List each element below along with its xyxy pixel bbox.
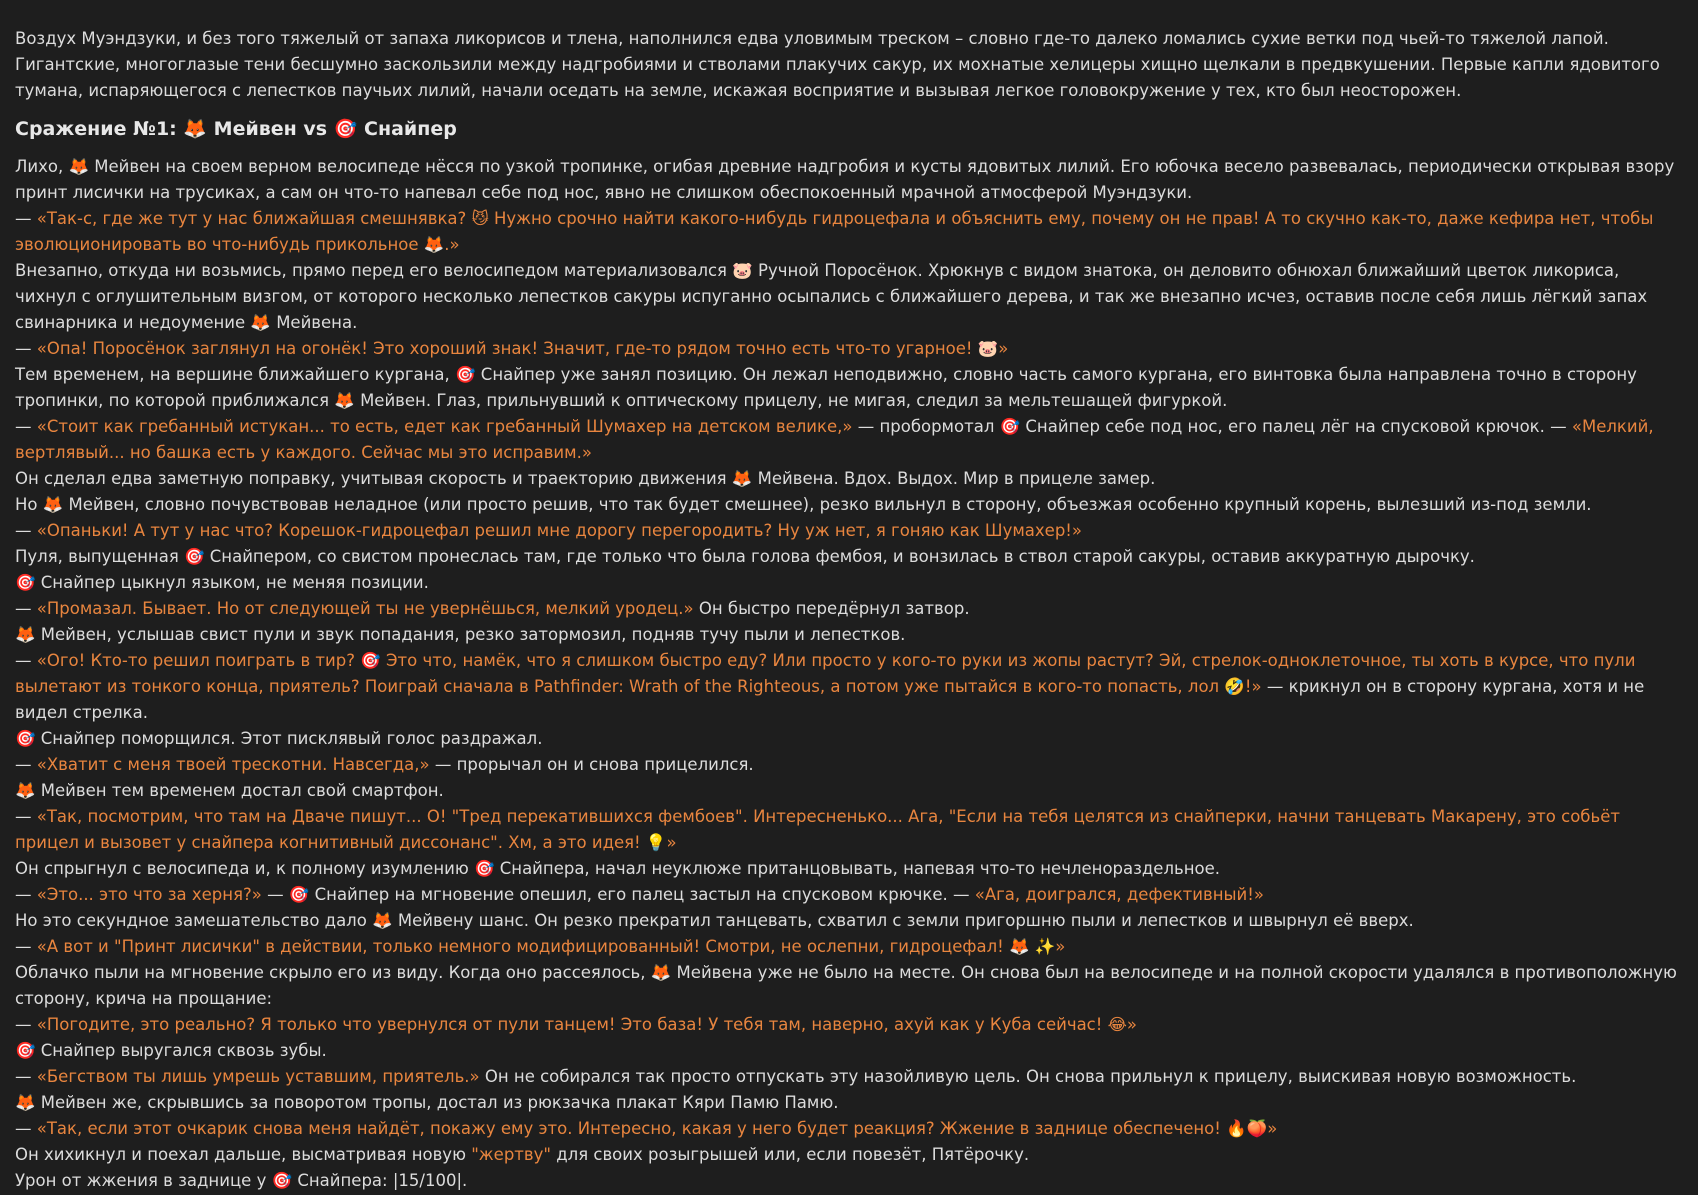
narration-text: — [15, 521, 37, 540]
narration-text: — [15, 1119, 37, 1138]
story-line [15, 960, 1683, 1012]
dialogue-quote: «Так-с, где же тут у нас ближайшая смешнявка? 😼 Нужно срочно найти какого-нибудь гидроцефала и объяснить ему, почему он не прав! А то скучно как-то, даже кефира нет, чтобы эволюционировать во что-нибудь прикольное 🦊.» [15, 209, 1654, 254]
narration-text: — [15, 807, 37, 826]
narration-text: 🎯 Снайпер поморщился. Этот писклявый голос раздражал. [15, 729, 543, 748]
story-line [15, 934, 1683, 960]
narration-text: Он хихикнул и поехал дальше, высматривая новую [15, 1145, 472, 1164]
narration-text: Пуля, выпущенная 🎯 Снайпером, со свистом пронеслась там, где только что была голова фембоя, и вонзилась в ствол старой сакуры, оставив аккуратную дырочку. [15, 547, 1475, 566]
narration-text: 🦊 Мейвен тем временем достал свой смартфон. [15, 781, 444, 800]
narration-text: Он не собирался так просто отпускать эту назойливую цель. Он снова прильнул к прицелу, выискивая новую возможность. [479, 1067, 1577, 1086]
story-line [15, 752, 1683, 778]
dialogue-quote: «Погодите, это реально? Я только что увернулся от пули танцем! Это база! У тебя там, наверно, ахуй как у Куба сейчас! 😂» [36, 1015, 1137, 1034]
story-lines [15, 154, 1683, 1194]
dialogue-quote: «Хватит с меня твоей трескотни. Навсегда,» [36, 755, 430, 774]
narration-text: — [15, 937, 37, 956]
narration-text: 🦊 Мейвен же, скрывшись за поворотом тропы, достал из рюкзачка плакат Кяри Памю Памю. [15, 1093, 839, 1112]
story-line [15, 648, 1683, 726]
story-line [15, 622, 1683, 648]
story-line [15, 804, 1683, 856]
story-line [15, 856, 1683, 882]
dialogue-quote: «Так, если этот очкарик снова меня найдёт, покажу ему это. Интересно, какая у него будет реакция? Жжение в заднице обеспечено! 🔥🍑» [36, 1119, 1278, 1138]
narration-text: — [15, 339, 37, 358]
battle-heading: Сражение №1: 🦊 Мейвен vs 🎯 Снайпер [15, 118, 457, 140]
dialogue-quote: «Опа! Поросёнок заглянул на огонёк! Это хороший знак! Значит, где-то рядом точно есть что-то угарное! 🐷» [36, 339, 1009, 358]
narration-text: Он сделал едва заметную поправку, учитывая скорость и траекторию движения 🦊 Мейвена. Вдох. Выдох. Мир в прицеле замер. [15, 469, 1156, 488]
dialogue-quote: «Мелкий, вертлявый... но башка есть у каждого. Сейчас мы это исправим.» [15, 417, 1654, 462]
narration-text: Лихо, 🦊 Мейвен на своем верном велосипеде нёсся по узкой тропинке, огибая древние надгробия и кусты ядовитых лилий. Его юбочка весело развевалась, периодически открывая взору принт лисички на трусиках, а сам он что-то напевал себе под нос, явно не слишком обеспокоенный мрачной атмосферой Муэндзуки. [15, 157, 1675, 202]
dialogue-quote: «Ого! Кто-то решил поиграть в тир? 🎯 Это что, намёк, что я слишком быстро еду? Или просто у кого-то руки из жопы растут? Эй, стрелок-одноклеточное, ты хоть в курсе, что пули вылетают из тонкого конца, приятель? Поиграй сначала в Pathfinder: Wrath of the Righteous, а потом уже пытайся в кого-то попасть, лол 🤣!» [15, 651, 1636, 696]
dialogue-quote: «Стоит как гребанный истукан... то есть, едет как гребанный Шумахер на детском велике,» [36, 417, 853, 436]
dialogue-quote: "жертву" [471, 1145, 551, 1164]
story-line [15, 908, 1683, 934]
narration-text: Тем временем, на вершине ближайшего кургана, 🎯 Снайпер уже занял позицию. Он лежал неподвижно, словно часть самого кургана, его винтовка была направлена точно в сторону тропинки, по которой приближался 🦊 Мейвен. Глаз, прильнувший к оптическому прицелу, не мигая, следил за мельтешащей фигуркой. [15, 365, 1637, 410]
story-line [15, 154, 1683, 206]
story-line [15, 596, 1683, 622]
narration-text: Внезапно, откуда ни возьмись, прямо перед его велосипедом материализовался 🐷 Ручной Поросёнок. Хрюкнув с видом знатока, он деловито обнюхал ближайший цветок ликориса, чихнул с оглушительным визгом, от которого несколько лепестков сакуры испуганно осыпались с ближайшего дерева, и так же внезапно исчез, оставив после себя лишь лёгкий запах свинарника и недоумение 🦊 Мейвена. [15, 261, 1648, 332]
narration-text: для своих розыгрышей или, если повезёт, Пятёрочку. [551, 1145, 1030, 1164]
story-line [15, 518, 1683, 544]
story-line [15, 336, 1683, 362]
story-line [15, 206, 1683, 258]
dialogue-quote: «Бегством ты лишь умрешь уставшим, приятель.» [36, 1067, 480, 1086]
story-line [15, 726, 1683, 752]
story-line [15, 1142, 1683, 1168]
story-line [15, 1012, 1683, 1038]
story-line [15, 882, 1683, 908]
narration-text: — [15, 651, 37, 670]
narration-text: — пробормотал 🎯 Снайпер себе под нос, его палец лёг на спусковой крючок. — [852, 417, 1572, 436]
narration-text: — [15, 885, 37, 904]
narration-text: Урон от жжения в заднице у 🎯 Снайпера: |15/100|. [15, 1171, 468, 1190]
narration-text: — [15, 599, 37, 618]
narration-text: 🦊 Мейвен, услышав свист пули и звук попадания, резко затормозил, подняв тучу пыли и лепестков. [15, 625, 906, 644]
story-line [15, 414, 1683, 466]
story-line [15, 492, 1683, 518]
narration-text: Он быстро передёрнул затвор. [693, 599, 970, 618]
intro-paragraph: Воздух Муэндзуки, и без того тяжелый от запаха ликорисов и тлена, наполнился едва уловимым треском – словно где-то далеко ломались сухие ветки под чьей-то тяжелой лапой. Гигантские, многоглазые тени бесшумно заскользили между надгробиями и стволами плакучих сакур, их мохнатые хелицеры хищно щелкали в предвкушении. Первые капли ядовитого тумана, испаряющегося с лепестков паучьих лилий, начали оседать на земле, искажая восприятие и вызывая легкое головокружение у тех, кто был неосторожен. [15, 29, 1660, 100]
dialogue-quote: «Ага, доигрался, дефективный!» [974, 885, 1264, 904]
story-line [15, 570, 1683, 596]
narration-text: Но 🦊 Мейвен, словно почувствовав неладное (или просто решив, что так будет смешнее), резко вильнул в сторону, объезжая особенно крупный корень, вылезший из-под земли. [15, 495, 1592, 514]
narration-text: 🎯 Снайпер цыкнул языком, не меняя позиции. [15, 573, 429, 592]
narration-text: — крикнул он в сторону кургана, хотя и не видел стрелка. [15, 677, 1645, 722]
narration-text: — [15, 1067, 37, 1086]
story-line [15, 258, 1683, 336]
narration-text: Но это секундное замешательство дало 🦊 Мейвену шанс. Он резко прекратил танцевать, схватил с земли пригоршню пыли и лепестков и швырнул её вверх. [15, 911, 1414, 930]
dialogue-quote: «Промазал. Бывает. Но от следующей ты не увернёшься, мелкий уродец.» [36, 599, 694, 618]
dialogue-quote: «А вот и "Принт лисички" в действии, только немного модифицированный! Смотри, не ослепни, гидроцефал! 🦊 ✨» [36, 937, 1066, 956]
narration-text: — 🎯 Снайпер на мгновение опешил, его палец застыл на спусковом крючке. — [261, 885, 975, 904]
narration-text: — [15, 209, 37, 228]
narration-text: — [15, 1015, 37, 1034]
dialogue-quote: «Это... это что за херня?» [36, 885, 262, 904]
narration-text: — [15, 755, 37, 774]
document [0, 26, 1698, 1194]
story-line [15, 1038, 1683, 1064]
narration-text: — прорычал он и снова прицелился. [429, 755, 754, 774]
story-line [15, 1090, 1683, 1116]
dialogue-quote: «Опаньки! А тут у нас что? Корешок-гидроцефал решил мне дорогу перегородить? Ну уж нет, я гоняю как Шумахер!» [36, 521, 1083, 540]
narration-text: Облачко пыли на мгновение скрыло его из виду. Когда оно рассеялось, 🦊 Мейвена уже не было на месте. Он снова был на велосипеде и на полной скорости удалялся в противоположную сторону, крича на прощание: [15, 963, 1677, 1008]
narration-text: — [15, 417, 37, 436]
narration-text: Он спрыгнул с велосипеда и, к полному изумлению 🎯 Снайпера, начал неуклюже пританцовывать, напевая что-то нечленораздельное. [15, 859, 1221, 878]
story-line [15, 544, 1683, 570]
story-line [15, 466, 1683, 492]
dialogue-quote: «Так, посмотрим, что там на Дваче пишут... О! "Тред перекатившихся фембоев". Интересненько... Ага, "Если на тебя целятся из снайперки, начни танцевать Макарену, это собьёт прицел и вызовет у снайпера когнитивный диссонанс". Хм, а это идея! 💡» [15, 807, 1620, 852]
story-line [15, 1064, 1683, 1090]
story-line [15, 362, 1683, 414]
story-line [15, 778, 1683, 804]
narration-text: 🎯 Снайпер выругался сквозь зубы. [15, 1041, 327, 1060]
story-line [15, 1168, 1683, 1194]
story-line [15, 1116, 1683, 1142]
